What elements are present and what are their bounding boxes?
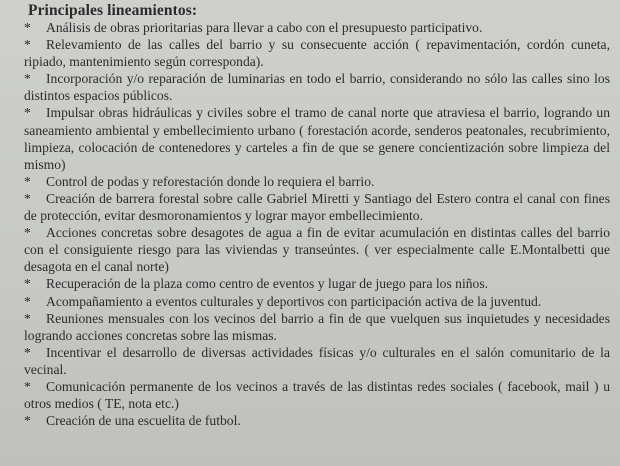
list-item [24, 104, 610, 172]
list-item-text: Acciones concretas sobre desagotes de agua a fin de evitar acumulación en distintas calles del barrio con el consiguiente riesgo para las viviendas y transeúntes. ( ver especialmente calle E.Montalbetti que desagota en el canal norte) [24, 225, 610, 275]
list-item-text: Impulsar obras hidráulicas y civiles sobre el tramo de canal norte que atraviesa el barrio, logrando un saneamiento ambiental y embellecimiento urbano ( forestación acorde, senderos peatonales, recubrimiento, limpieza, colocación de contenedores y carteles a fin de que se genere concientización sobre limpieza del mismo) [24, 105, 610, 172]
list-item [24, 36, 610, 70]
list-item [24, 378, 610, 412]
list-item-text: Acompañamiento a eventos culturales y deportivos con participación activa de la juventud. [46, 293, 542, 309]
bullet-asterisk: * [24, 276, 31, 292]
list-item [24, 293, 610, 310]
bullet-asterisk: * [24, 310, 31, 326]
list-item [24, 224, 610, 275]
bullet-asterisk: * [24, 37, 31, 53]
bullet-asterisk: * [24, 413, 31, 429]
list-item-text: Comunicación permanente de los vecinos a través de las distintas redes sociales ( facebook, mail ) u otros medios ( TE, nota etc.) [24, 378, 610, 412]
bullet-asterisk: * [24, 71, 31, 87]
list-item [24, 412, 610, 429]
list-item [24, 19, 610, 36]
bullet-asterisk: * [24, 344, 31, 360]
guidelines-list [24, 19, 610, 429]
bullet-asterisk: * [24, 105, 31, 121]
list-item [24, 190, 610, 224]
list-item-text: Relevamiento de las calles del barrio y su consecuente acción ( repavimentación, cordón cuneta, ripiado, mantenimiento según corresponda). [24, 37, 610, 70]
bullet-asterisk: * [24, 378, 31, 394]
list-item [24, 275, 610, 292]
list-item [24, 310, 610, 344]
bullet-asterisk: * [24, 293, 31, 309]
bullet-asterisk: * [24, 173, 31, 189]
bullet-asterisk: * [24, 225, 31, 241]
list-item [24, 70, 610, 104]
list-item-text: Análisis de obras prioritarias para llevar a cabo con el presupuesto participativo. [46, 20, 483, 35]
list-item-text: Creación de una escuelita de futbol. [46, 413, 241, 429]
list-item-text: Reuniones mensuales con los vecinos del barrio a fin de que vuelquen sus inquietudes y necesidades logrando acciones concretas sobre las mismas. [24, 310, 610, 343]
list-item-text: Incentivar el desarrollo de diversas actividades físicas y/o culturales en el salón comunitario de la vecinal. [24, 344, 610, 377]
list-item-text: Recuperación de la plaza como centro de eventos y lugar de juego para los niños. [46, 276, 489, 292]
list-item-text: Control de podas y reforestación donde lo requiera el barrio. [46, 173, 375, 189]
list-item [24, 344, 610, 378]
list-item-text: Incorporación y/o reparación de luminarias en todo el barrio, considerando no sólo las calles sino los distintos espacios públicos. [24, 71, 610, 104]
bullet-asterisk: * [24, 20, 31, 35]
section-heading: Principales lineamientos: [28, 2, 198, 19]
list-item [24, 173, 610, 190]
bullet-asterisk: * [24, 190, 31, 206]
list-item-text: Creación de barrera forestal sobre calle Gabriel Miretti y Santiago del Estero contra el canal con fines de protección, evitar desmoronamientos y lograr mayor embellecimiento. [24, 190, 610, 224]
